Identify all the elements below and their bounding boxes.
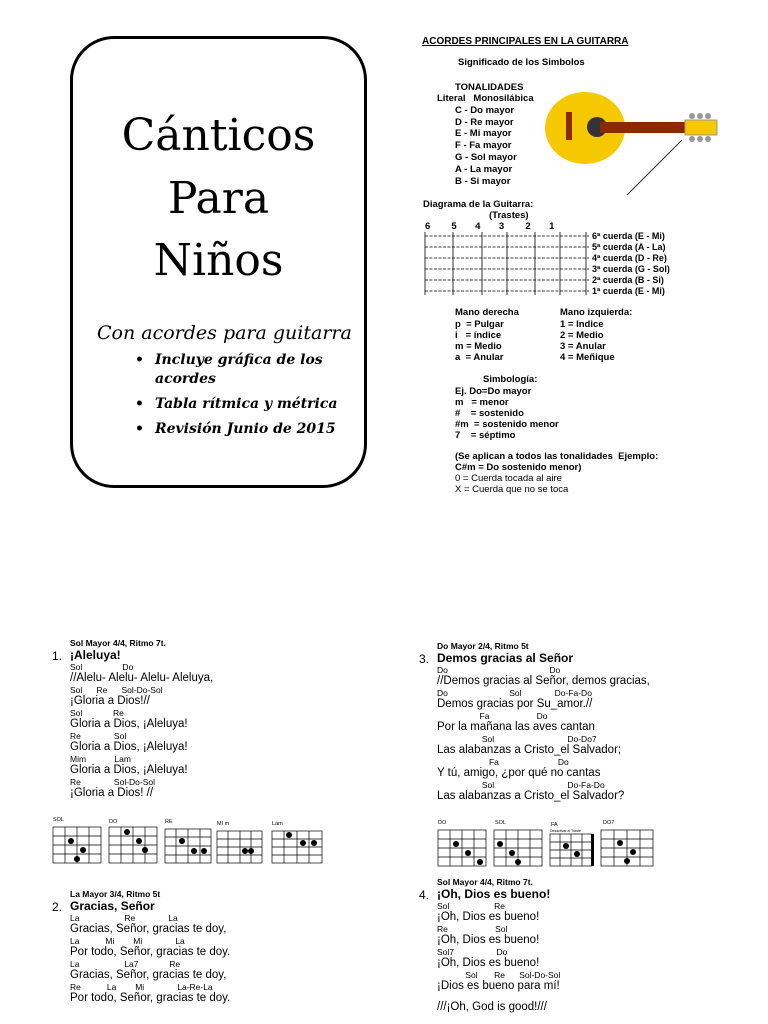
features-list xyxy=(133,351,363,445)
finger-dot xyxy=(311,840,317,846)
finger-dot xyxy=(68,838,74,844)
finger-dot xyxy=(286,832,292,838)
tuning-peg xyxy=(689,136,695,142)
chord-line: Sol Re Sol-Do-Sol xyxy=(70,685,163,695)
feature-item: • Revisión Junio de 2015 xyxy=(133,420,363,439)
legend-heading: ACORDES PRINCIPALES EN LA GUITARRA xyxy=(422,36,629,47)
tuning-peg xyxy=(689,113,695,119)
barre-bar xyxy=(591,834,594,866)
chord-diagrams-song-1 xyxy=(52,815,332,867)
guitar-illustration xyxy=(540,85,725,195)
lyric-line: Gracias, Señor, gracias te doy, xyxy=(70,969,227,981)
diagram-heading: Diagrama de la Guitarra: xyxy=(423,199,534,210)
left-hand-item: 1 = Indice xyxy=(560,319,604,330)
song-header: La Mayor 3/4, Ritmo 5t xyxy=(70,889,161,899)
chord-line: Sol Do xyxy=(70,662,134,672)
lyric-line: Por todo, Señor, gracias te doy. xyxy=(70,946,231,958)
finger-dot xyxy=(617,840,623,846)
song-number: 4. xyxy=(419,888,430,902)
tonality-item: F - Fa mayor xyxy=(455,140,512,151)
finger-dot xyxy=(515,859,521,865)
tonalities-subheading: Literal Monosilábica xyxy=(437,93,534,104)
chord-diagram-label: FA xyxy=(551,822,558,828)
tuning-peg xyxy=(697,113,703,119)
lyric-line: Gloria a Dios, ¡Aleluya! xyxy=(70,764,188,776)
string-label: 1ª cuerda (E - Mi) xyxy=(592,286,665,296)
song-number: 2. xyxy=(52,900,63,914)
song-2 xyxy=(52,889,231,1005)
chord-line: Re Sol xyxy=(437,924,508,934)
finger-dot xyxy=(497,841,503,847)
lyric-line: ¡Dios es bueno para mí! xyxy=(437,980,560,992)
finger-dot xyxy=(142,847,148,853)
song-1 xyxy=(52,638,214,800)
string-label: 5ª cuerda (A - La) xyxy=(592,242,666,252)
chord-line: Sol Do-Do7 xyxy=(437,734,597,744)
frets-label: (Trastes) xyxy=(489,210,529,221)
finger-dot xyxy=(477,859,483,865)
cover-title-line-3: Niños xyxy=(153,235,284,286)
finger-dot xyxy=(624,858,630,864)
finger-dot xyxy=(509,850,515,856)
chord-line: Fa Do xyxy=(437,757,569,767)
title-card xyxy=(70,36,367,488)
chord-diagram-label: MI m xyxy=(217,821,230,827)
chord-line: Fa Do xyxy=(437,711,548,721)
chord-line: Sol Re xyxy=(70,708,124,718)
lyric-line: //Alelu- Alelu- Alelu- Aleluya, xyxy=(70,672,214,684)
string-label: 2ª cuerda (B - Si) xyxy=(592,275,664,285)
symbology-item: # = sostenido xyxy=(455,408,524,419)
chord-diagrams-song-3 xyxy=(437,816,659,870)
song-header: Sol Mayor 4/4, Ritmo 7t. xyxy=(437,877,533,887)
fret-numbers: 6 5 4 3 2 1 xyxy=(425,221,555,232)
applies-example: X = Cuerda que no se toca xyxy=(455,484,569,495)
cover-subtitle: Con acordes para guitarra xyxy=(97,322,352,344)
tonality-item: D - Re mayor xyxy=(455,117,514,128)
right-hand-item: a = Anular xyxy=(455,352,504,363)
lyric-line: Y tú, amigo, ¿por qué no cantas xyxy=(437,767,601,779)
tonality-item: B - Si mayor xyxy=(455,176,511,187)
symbology-item: Ej. Do=Do mayor xyxy=(455,386,532,397)
chord-line: Do Sol Do-Fa-Do xyxy=(437,688,592,698)
lyric-line: Gloria a Dios, ¡Aleluya! xyxy=(70,718,188,730)
finger-dot xyxy=(465,850,471,856)
string-label: 4ª cuerda (D - Re) xyxy=(592,253,667,263)
chord-line: Do Do xyxy=(437,665,561,675)
finger-dot xyxy=(300,840,306,846)
finger-dot xyxy=(574,851,580,857)
chord-line: La Re La xyxy=(70,913,178,923)
chord-line: La La7 Re xyxy=(70,959,181,969)
lyric-line: Por la mañana las aves cantan xyxy=(437,721,595,733)
lyric-line: Gracias, Señor, gracias te doy, xyxy=(70,923,227,935)
symbology-item: #m = sostenido menor xyxy=(455,419,559,430)
symbology-item: m = menor xyxy=(455,397,509,408)
chord-line: Sol7 Do xyxy=(437,947,508,957)
feature-item: • Incluye gráfica de los acordes xyxy=(133,351,363,389)
chord-diagram-note: Desactivar el Traste xyxy=(550,829,581,833)
left-hand-item: 2 = Medio xyxy=(560,330,604,341)
tonality-item: G - Sol mayor xyxy=(455,152,517,163)
chord-line: Sol Re Sol-Do-Sol xyxy=(437,970,561,980)
song-number: 1. xyxy=(52,649,63,663)
applies-example: C#m = Do sostenido menor) xyxy=(455,462,582,473)
fretboard-diagram xyxy=(423,231,591,299)
feature-item: • Tabla rítmica y métrica xyxy=(133,395,363,414)
chord-line: La Mi Mi La xyxy=(70,936,185,946)
chord-diagram-label: DO xyxy=(109,819,118,825)
lyric-line: ¡Gloria a Dios! // xyxy=(70,787,154,799)
finger-dot xyxy=(630,849,636,855)
chord-line: Sol Do-Fa-Do xyxy=(437,780,605,790)
lyric-line: Las alabanzas a Cristo_el Salvador? xyxy=(437,790,625,802)
left-hand-item: 4 = Meñique xyxy=(560,352,615,363)
applies-note: (Se aplican a todos las tonalidades Ejemplo: xyxy=(455,451,659,462)
finger-dot xyxy=(136,838,142,844)
tuning-peg xyxy=(705,136,711,142)
lyric-line: Por todo, Señor, gracias te doy. xyxy=(70,992,231,1004)
string-label: 3ª cuerda (G - Sol) xyxy=(592,264,670,274)
song-title: Demos gracias al Señor xyxy=(437,651,574,665)
lyric-line: Las alabanzas a Cristo_el Salvador; xyxy=(437,744,622,756)
cover-title-line-1: Cánticos xyxy=(121,110,316,161)
finger-dot xyxy=(242,848,248,854)
symbology-heading: Simbología: xyxy=(483,374,538,385)
tonality-item: E - Mi mayor xyxy=(455,128,512,139)
tuning-peg xyxy=(697,136,703,142)
cover-title-line-2: Para xyxy=(167,173,270,224)
lyric-line: ¡Oh, Dios es bueno! xyxy=(437,911,540,923)
string-label: 6ª cuerda (E - Mi) xyxy=(592,231,665,241)
chord-line: Re Sol xyxy=(70,731,127,741)
finger-dot xyxy=(74,856,80,862)
finger-dot xyxy=(201,848,207,854)
right-hand-item: p = Pulgar xyxy=(455,319,504,330)
chord-diagram-label: SOL xyxy=(495,820,507,826)
right-hand-heading: Mano derecha xyxy=(455,307,519,318)
tonality-item: C - Do mayor xyxy=(455,105,515,116)
song-3 xyxy=(419,641,650,803)
guitar-headstock xyxy=(685,120,717,135)
chord-diagram-label: DO xyxy=(438,820,447,826)
symbology-item: 7 = séptimo xyxy=(455,430,516,441)
guitar-neck xyxy=(600,122,690,133)
finger-dot xyxy=(80,847,86,853)
finger-dot xyxy=(191,848,197,854)
lyric-line: Demos gracias por Su_amor.// xyxy=(437,698,593,710)
chord-diagram-label: DO7 xyxy=(603,820,615,826)
right-hand-item: m = Medio xyxy=(455,341,502,352)
finger-dot xyxy=(248,848,254,854)
song-header: Do Mayor 2/4, Ritmo 5t xyxy=(437,641,529,651)
chord-diagram-label: RE xyxy=(165,819,173,825)
lyric-line: ///¡Oh, God is good!/// xyxy=(437,1001,547,1013)
symbols-heading: Significado de los Simbolos xyxy=(458,57,585,68)
left-hand-heading: Mano izquierda: xyxy=(560,307,633,318)
tonality-item: A - La mayor xyxy=(455,164,513,175)
guitar-bridge xyxy=(566,112,572,140)
lyric-line: Gloria a Dios, ¡Aleluya! xyxy=(70,741,188,753)
lyric-line: ¡Gloria a Dios!// xyxy=(70,695,150,707)
chord-line: Re La Mi La-Re-La xyxy=(70,982,213,992)
lyric-line: ¡Oh, Dios es bueno! xyxy=(437,957,540,969)
chord-line: Sol Re xyxy=(437,901,506,911)
finger-dot xyxy=(563,843,569,849)
song-header: Sol Mayor 4/4, Ritmo 7t. xyxy=(70,638,166,648)
song-title: ¡Oh, Dios es bueno! xyxy=(437,887,551,901)
chord-line: Re Sol-Do-Sol xyxy=(70,777,156,787)
tonalities-heading: TONALIDADES xyxy=(455,82,524,93)
chord-diagram-label: SOL xyxy=(53,817,65,823)
left-hand-item: 3 = Anular xyxy=(560,341,606,352)
tuning-peg xyxy=(705,113,711,119)
song-4 xyxy=(419,877,561,1014)
chord-line: Mim Lam xyxy=(70,754,131,764)
chord-diagram-label: Lam xyxy=(272,821,283,827)
applies-example: 0 = Cuerda tocada al aire xyxy=(455,473,562,484)
lyric-line: //Demos gracias al Señor, demos gracias, xyxy=(437,675,650,687)
finger-dot xyxy=(453,841,459,847)
song-title: ¡Aleluya! xyxy=(70,648,121,662)
lyric-line: ¡Oh, Dios es bueno! xyxy=(437,934,540,946)
finger-dot xyxy=(124,829,130,835)
finger-dot xyxy=(179,838,185,844)
song-number: 3. xyxy=(419,652,430,666)
right-hand-item: i = índice xyxy=(455,330,502,341)
song-title: Gracias, Señor xyxy=(70,899,155,913)
